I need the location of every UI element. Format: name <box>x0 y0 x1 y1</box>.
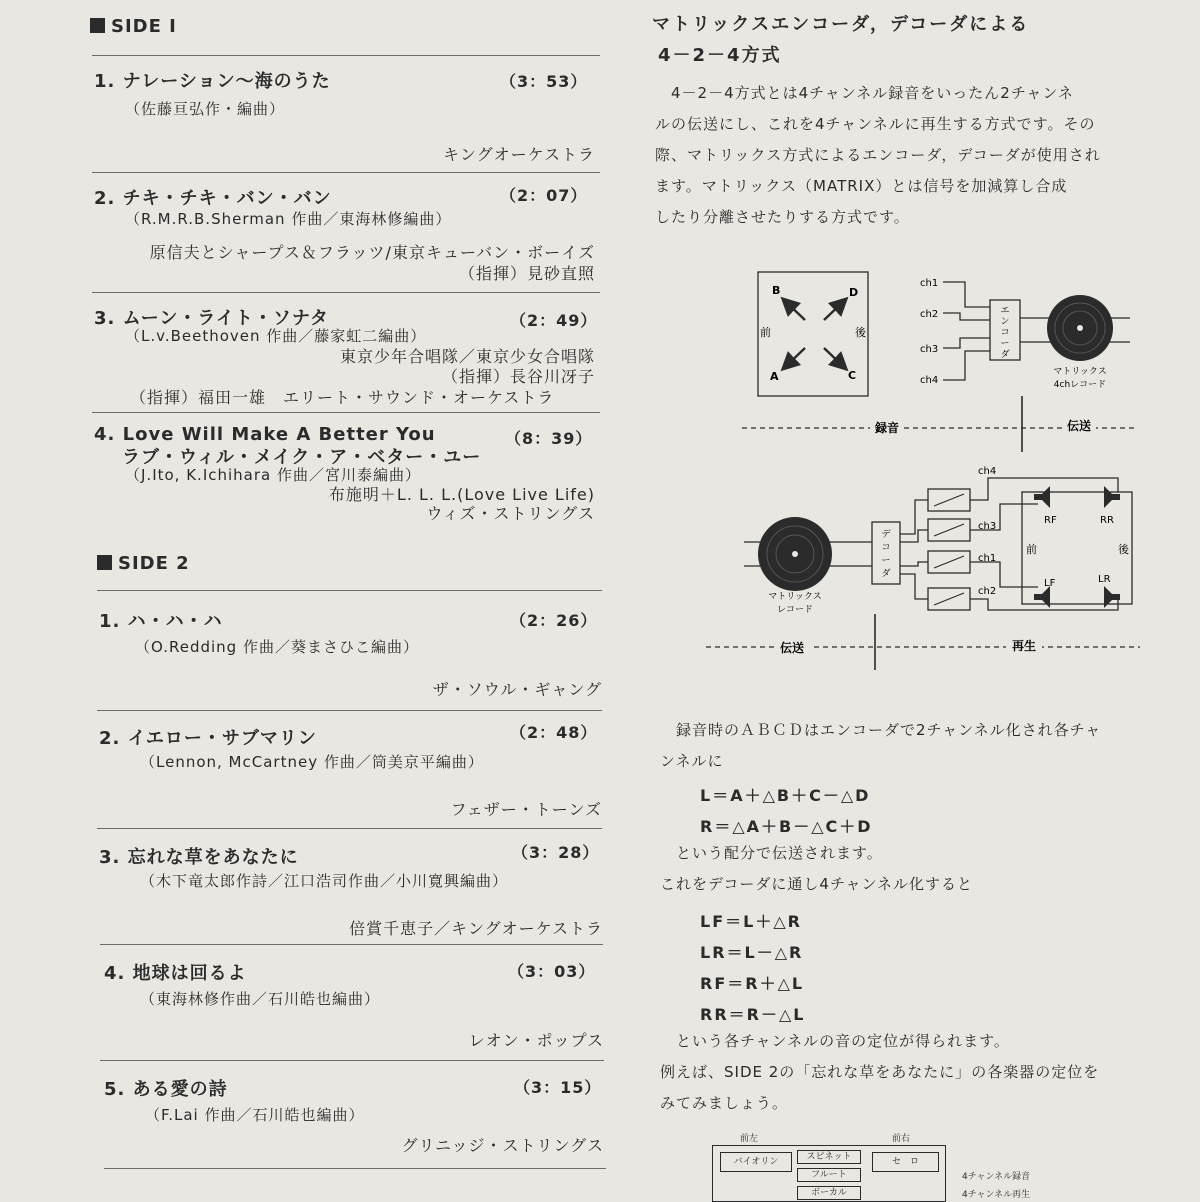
track-credits: （東海林修作曲／石川皓也編曲） <box>140 990 381 1008</box>
section-heading-2: 4－2－4方式 <box>658 45 782 66</box>
track-title-katakana: ラブ・ウィル・メイク・ア・ベター・ユー <box>122 447 482 468</box>
equation-rr: RR＝R－△L <box>700 1005 806 1024</box>
label-transmission: 伝送 <box>1066 419 1092 433</box>
track-time: （3：15） <box>514 1078 602 1097</box>
divider <box>100 1060 604 1061</box>
label-a: A <box>770 370 779 383</box>
svg-text:LF: LF <box>1044 578 1056 589</box>
track-time: （2：26） <box>510 611 598 630</box>
equation-l: L＝A＋△B＋C－△D <box>700 786 871 805</box>
svg-text:ch2: ch2 <box>920 309 939 320</box>
svg-text:RR: RR <box>1100 515 1114 526</box>
track-time: （3：28） <box>512 843 600 862</box>
track-time: （8：39） <box>505 429 593 448</box>
label-c: C <box>848 369 857 382</box>
track-credits: （佐藤亘弘作・編曲） <box>125 100 286 118</box>
amplifiers <box>928 489 970 610</box>
svg-text:ch2: ch2 <box>978 586 997 597</box>
side1-heading-text: SIDE Ⅰ <box>111 16 177 37</box>
svg-text:ダ: ダ <box>881 569 891 579</box>
track-credits: （木下竜太郎作詩／江口浩司作曲／小川寛興編曲） <box>140 872 509 890</box>
divider <box>92 55 600 56</box>
svg-text:ch4: ch4 <box>920 375 939 386</box>
track-time: （2：48） <box>510 723 598 742</box>
track-credits: （Lennon, McCartney 作曲／筒美京平編曲） <box>140 753 484 771</box>
record-disc-icon <box>758 517 832 591</box>
divider <box>97 828 602 829</box>
svg-text:ch1: ch1 <box>978 553 997 564</box>
encoder-diagram <box>740 262 1140 462</box>
track-performer: レオン・ポップス <box>468 1031 604 1050</box>
track-performer: フェザー・トーンズ <box>450 800 602 819</box>
label-back: 後 <box>855 326 866 339</box>
track-title: 3. ムーン・ライト・ソナタ <box>94 308 329 329</box>
svg-text:ch3: ch3 <box>978 521 997 532</box>
track-performer: 原信夫とシャープス＆フラッツ/東京キューバン・ボーイズ <box>149 243 595 262</box>
track-credits: （O.Redding 作曲／葵まさひこ編曲） <box>135 638 419 656</box>
track-performer: 倍賞千恵子／キングオーケストラ <box>349 919 603 938</box>
track-title: 1. ハ・ハ・ハ <box>99 611 223 632</box>
track-performer: キングオーケストラ <box>443 145 595 164</box>
intro-paragraph: 4－2－4方式とは4チャンネル録音をいったん2チャンネ ルの伝送にし、これを4チャンネルに再生する方式です。その 際、マトリックス方式によるエンコーダ，デコーダが使用され ます。マトリックス（MATRIX）とは信号を加減算し合成 したり分離させたりする方式です。 <box>655 84 1101 226</box>
section-heading: マトリックスエンコーダ，デコーダによる <box>652 14 1030 35</box>
label-playback: 再生 <box>1011 639 1037 653</box>
legend-4ch-playback: 4チャンネル再生 <box>962 1190 1031 1200</box>
label-b: B <box>772 284 781 297</box>
track-orchestra: （指揮）福田一雄 エリート・サウンド・オーケストラ <box>130 388 555 407</box>
label-front-left: 前左 <box>740 1134 759 1144</box>
track-time: （3：03） <box>508 962 596 981</box>
equation-r: R＝△A＋B－△C＋D <box>700 817 873 836</box>
track-title: 3. 忘れな草をあなたに <box>99 847 299 868</box>
cell-vocal: ボーカル <box>797 1186 861 1200</box>
divider <box>92 292 600 293</box>
divider <box>104 1168 606 1169</box>
track-title: 4. Love Will Make A Better You <box>94 424 436 445</box>
label-record: 録音 <box>874 421 900 435</box>
svg-text:エ: エ <box>1000 306 1010 316</box>
equation-lf: LF＝L＋△R <box>700 912 802 931</box>
label-front-right: 前右 <box>892 1134 911 1144</box>
svg-text:LR: LR <box>1098 574 1111 585</box>
divider <box>92 412 600 413</box>
svg-text:後: 後 <box>1118 543 1129 556</box>
decoder-diagram <box>700 462 1160 672</box>
svg-text:マトリックス: マトリックス <box>768 592 822 602</box>
speaker-icon <box>1034 486 1120 608</box>
svg-text:ch3: ch3 <box>920 344 939 355</box>
divider <box>100 944 603 945</box>
cell-cello: セ ロ <box>872 1152 939 1172</box>
track-title: 2. イエロー・サブマリン <box>99 728 317 749</box>
track-time: （2：49） <box>510 311 598 330</box>
track-performer: ザ・ソウル・ギャング <box>432 680 602 699</box>
track-title: 5. ある愛の詩 <box>104 1079 228 1100</box>
square-bullet-icon <box>97 555 112 570</box>
track-conductor: （指揮）見砂直照 <box>458 264 595 283</box>
track-performer: グリニッジ・ストリングス <box>401 1136 604 1155</box>
side1-heading <box>90 16 177 37</box>
body-paragraph-2: という配分で伝送されます。 これをデコーダに通し4チャンネル化すると <box>660 844 974 893</box>
label-d: D <box>849 286 859 299</box>
side2-heading <box>97 553 190 574</box>
label-transmission: 伝送 <box>779 641 805 655</box>
track-time: （2：07） <box>500 186 588 205</box>
body-paragraph-3: という各チャンネルの音の定位が得られます。 例えば、SIDE 2の「忘れな草をあなたに」の各楽器の定位を みてみましょう。 <box>660 1032 1100 1112</box>
label-front: 前 <box>760 326 771 339</box>
track-title: 2. チキ・チキ・バン・バン <box>94 188 332 209</box>
legend-4ch-record: 4チャンネル録音 <box>962 1172 1031 1182</box>
track-performer-2: ウィズ・ストリングス <box>426 504 595 523</box>
record-disc-icon <box>1047 295 1113 361</box>
cell-flute: フルート <box>797 1168 861 1182</box>
cell-spinet: スピネット <box>797 1150 861 1164</box>
track-performer: 布施明＋L. L. L.(Love Live Life) <box>328 485 595 504</box>
track-credits: （R.M.R.B.Sherman 作曲／東海林修編曲） <box>125 210 452 228</box>
equation-lr: LR＝L－△R <box>700 943 804 962</box>
svg-text:前: 前 <box>1026 543 1037 556</box>
equation-rf: RF＝R＋△L <box>700 974 805 993</box>
svg-text:マトリックス: マトリックス <box>1053 367 1107 377</box>
track-credits: （J.Ito, K.Ichihara 作曲／宮川泰編曲） <box>125 466 421 484</box>
divider <box>97 710 602 711</box>
divider <box>92 172 600 173</box>
body-paragraph-1: 録音時のＡＢＣＤはエンコーダで2チャンネル化され各チャ ンネルに <box>660 721 1102 770</box>
track-conductor: （指揮）長谷川冴子 <box>441 367 595 386</box>
svg-text:4chレコード: 4chレコード <box>1053 380 1107 390</box>
square-bullet-icon <box>90 18 105 33</box>
svg-text:コ: コ <box>1000 328 1010 338</box>
track-title: 1. ナレーション～海のうた <box>94 71 331 92</box>
svg-text:ch1: ch1 <box>920 278 939 289</box>
svg-text:ch4: ch4 <box>978 466 997 477</box>
track-time: （3：53） <box>500 72 588 91</box>
track-title: 4. 地球は回るよ <box>104 963 247 984</box>
svg-text:レコード: レコード <box>776 605 814 615</box>
track-credits: （L.v.Beethoven 作曲／藤家虹二編曲） <box>125 327 427 345</box>
track-performer: 東京少年合唱隊／東京少女合唱隊 <box>339 347 595 366</box>
cell-violin: バイオリン <box>720 1152 792 1172</box>
svg-text:ー: ー <box>1000 339 1010 349</box>
svg-text:RF: RF <box>1044 515 1057 526</box>
svg-text:ン: ン <box>1000 317 1010 327</box>
listening-room <box>1022 492 1132 604</box>
track-credits: （F.Lai 作曲／石川皓也編曲） <box>145 1106 365 1124</box>
svg-text:ダ: ダ <box>1000 350 1010 360</box>
svg-text:コ: コ <box>881 543 891 553</box>
side2-heading-text: SIDE 2 <box>118 553 190 574</box>
svg-text:ー: ー <box>881 556 891 566</box>
svg-text:デ: デ <box>881 530 891 540</box>
divider <box>97 590 602 591</box>
